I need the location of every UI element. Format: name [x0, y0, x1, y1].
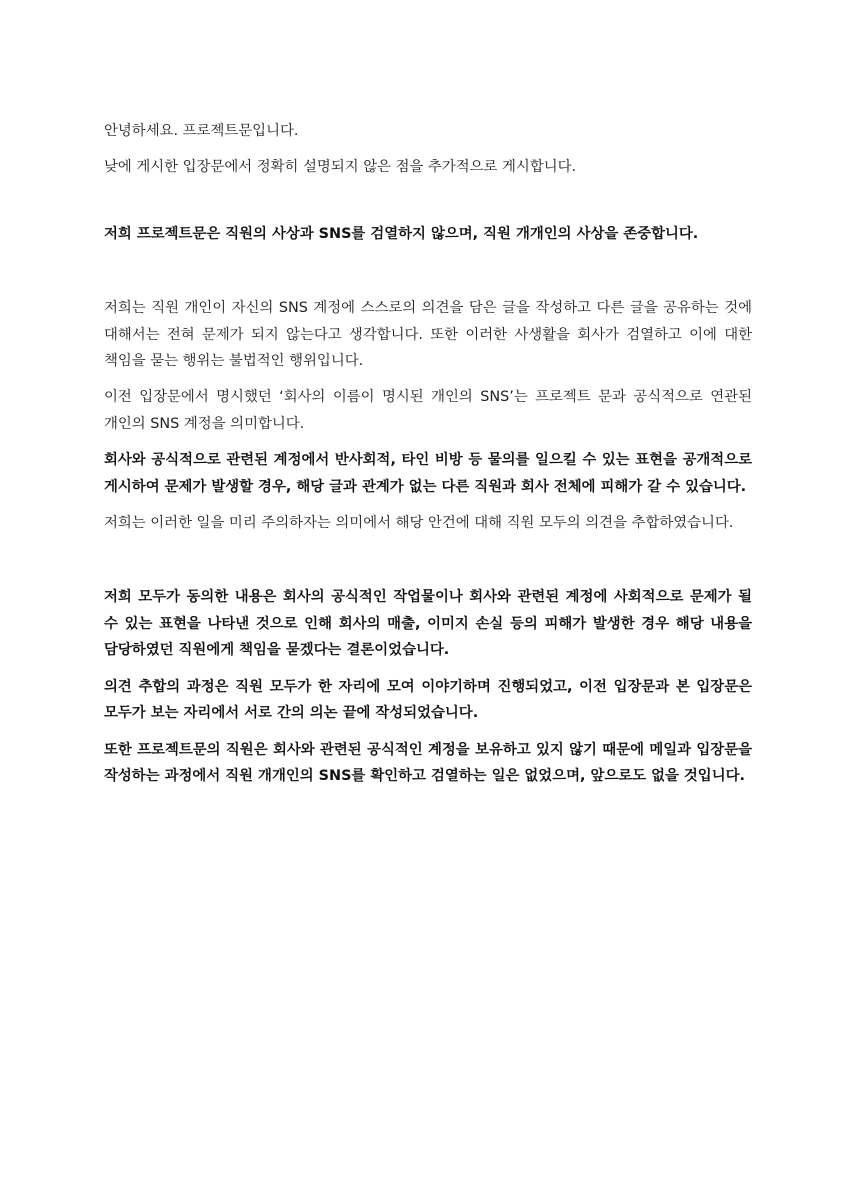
- paragraph-sns-privacy: 저희는 직원 개인이 자신의 SNS 계정에 스스로의 의견을 담은 글을 작성하고 다른 글을 공유하는 것에 대해서는 전혀 문제가 되지 않는다고 생각합니다. 또한 이러한 사생활을 회사가 검열하고 이에 대한 책임을 묻는 행위는 불법적인 행위입니다.: [104, 300, 752, 370]
- headline-statement: 저희 프로젝트문은 직원의 사상과 SNS를 검열하지 않으며, 직원 개개인의 사상을 존중합니다.: [104, 225, 699, 242]
- paragraph-opinion-gathering: 저희는 이러한 일을 미리 주의하자는 의미에서 해당 안건에 대해 직원 모두의 의견을 추합하였습니다.: [104, 515, 734, 532]
- greeting-line: 안녕하세요. 프로젝트문입니다.: [104, 123, 299, 139]
- paragraph-risk-statement: 회사와 공식적으로 관련된 계정에서 반사회적, 타인 비방 등 물의를 일으킬 수 있는 표현을 공개적으로 게시하여 문제가 발생할 경우, 해당 글과 관계가 없는 다른 직원과 회사 전체에 피해가 갈 수 있습니다.: [104, 452, 752, 495]
- paragraph-agreed-conclusion: 저희 모두가 동의한 내용은 회사의 공식적인 작업물이나 회사와 관련된 계정에 사회적으로 문제가 될 수 있는 표현을 나타낸 것으로 인해 회사의 매출, 이미지 손실 등의 피해가 발생한 경우 해당 내용을 담당하였던 직원에게 책임을 묻겠다는 결론이었습니다.: [104, 589, 752, 659]
- paragraph-no-censorship: 또한 프로젝트문의 직원은 회사와 관련된 공식적인 계정을 보유하고 있지 않기 때문에 메일과 입장문을 작성하는 과정에서 직원 개개인의 SNS를 확인하고 검열하는 일은 없었으며, 앞으로도 없을 것입니다.: [104, 741, 752, 784]
- paragraph-official-sns-definition: 이전 입장문에서 명시했던 ‘회사의 이름이 명시된 개인의 SNS’는 프로젝트 문과 공식적으로 연관된 개인의 SNS 계정을 의미합니다.: [104, 389, 752, 432]
- paragraph-process: 의견 추합의 과정은 직원 모두가 한 자리에 모여 이야기하며 진행되었고, 이전 입장문과 본 입장문은 모두가 보는 자리에서 서로 간의 의논 끝에 작성되었습니다.: [104, 678, 752, 722]
- intro-line: 낮에 게시한 입장문에서 정확히 설명되지 않은 점을 추가적으로 게시합니다.: [104, 159, 577, 176]
- document-body: [104, 118, 752, 789]
